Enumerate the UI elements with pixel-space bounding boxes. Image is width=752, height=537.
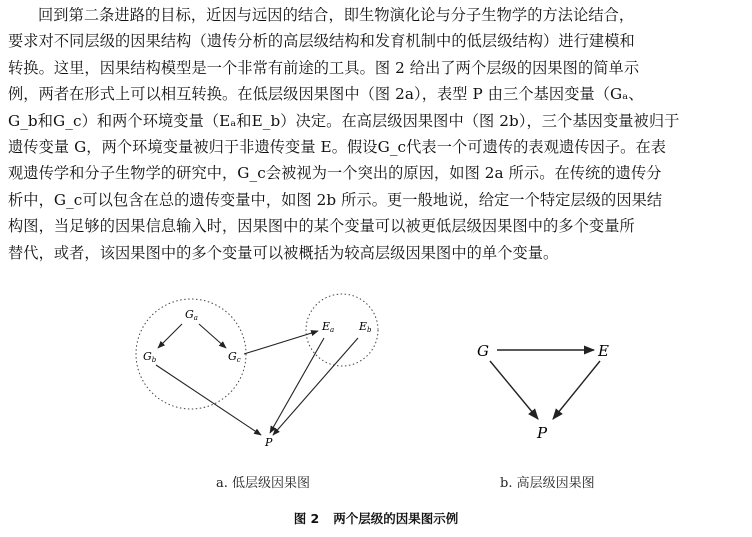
figure-number: 图 2: [293, 511, 320, 526]
caption-low-level: a. 低层级因果图: [216, 476, 311, 491]
node-ea: Ea: [322, 320, 335, 334]
edge-ga-gc: [199, 324, 226, 348]
high-level-diagram: [477, 342, 609, 442]
edge-e-p: [553, 361, 600, 419]
node-p-low: P: [265, 436, 273, 449]
paragraph-line: G_b和G_c）和两个环境变量（Eₐ和E_b）决定。在高层级因果图中（图 2b），三个基因变量被归于: [8, 111, 680, 130]
paragraph-line: 观遗传学和分子生物学的研究中，G_c会被视为一个突出的原因，如图 2a 所示。在传统的遗传分: [8, 164, 662, 183]
node-eb: Eb: [359, 320, 372, 334]
paragraph-line: 要求对不同层级的因果结构（遗传分析的高层级结构和发育机制中的低层级结构）进行建模和: [8, 32, 635, 51]
paragraph-line: 转换。这里，因果结构模型是一个非常有前途的工具。图 2 给出了两个层级的因果图的简单示: [8, 58, 640, 77]
node-e-high: E: [598, 342, 609, 360]
edge-ga-gb: [158, 324, 182, 348]
figure-title: [0, 509, 752, 527]
paragraph-line: 替代，或者，该因果图中的多个变量可以被概括为较高层级因果图中的单个变量。: [8, 243, 559, 262]
paragraph-line: 例，两者在形式上可以相互转换。在低层级因果图中（图 2a），表型 P 由三个基因变量（Gₐ、: [8, 85, 644, 104]
edge-gc-ea: [244, 331, 318, 354]
node-gb: Gb: [143, 350, 157, 364]
node-g-high: G: [477, 342, 489, 360]
edge-g-p: [490, 361, 538, 419]
paragraph-line: 析中，G_c可以包含在总的遗传变量中，如图 2b 所示。更一般地说，给定一个特定层级的因果结: [8, 190, 663, 209]
low-level-diagram: [136, 294, 378, 449]
node-p-high: P: [537, 424, 548, 442]
paragraph-line: 构图，当足够的因果信息输入时，因果图中的某个变量可以被更低层级因果图中的多个变量所: [8, 217, 635, 236]
paragraph-line: 回到第二条进路的目标，近因与远因的结合，即生物演化论与分子生物学的方法论结合，: [38, 6, 635, 24]
caption-high-level: b. 高层级因果图: [500, 476, 595, 491]
paragraph-line: 遗传变量 G，两个环境变量被归于非遗传变量 E。假设G_c代表一个可遗传的表观遗传因子。在表: [8, 137, 667, 156]
figure-title-text: 两个层级的因果图示例: [333, 511, 459, 526]
edge-gb-p: [156, 365, 261, 435]
node-gc: Gc: [228, 350, 241, 364]
node-ga: Ga: [185, 308, 198, 322]
